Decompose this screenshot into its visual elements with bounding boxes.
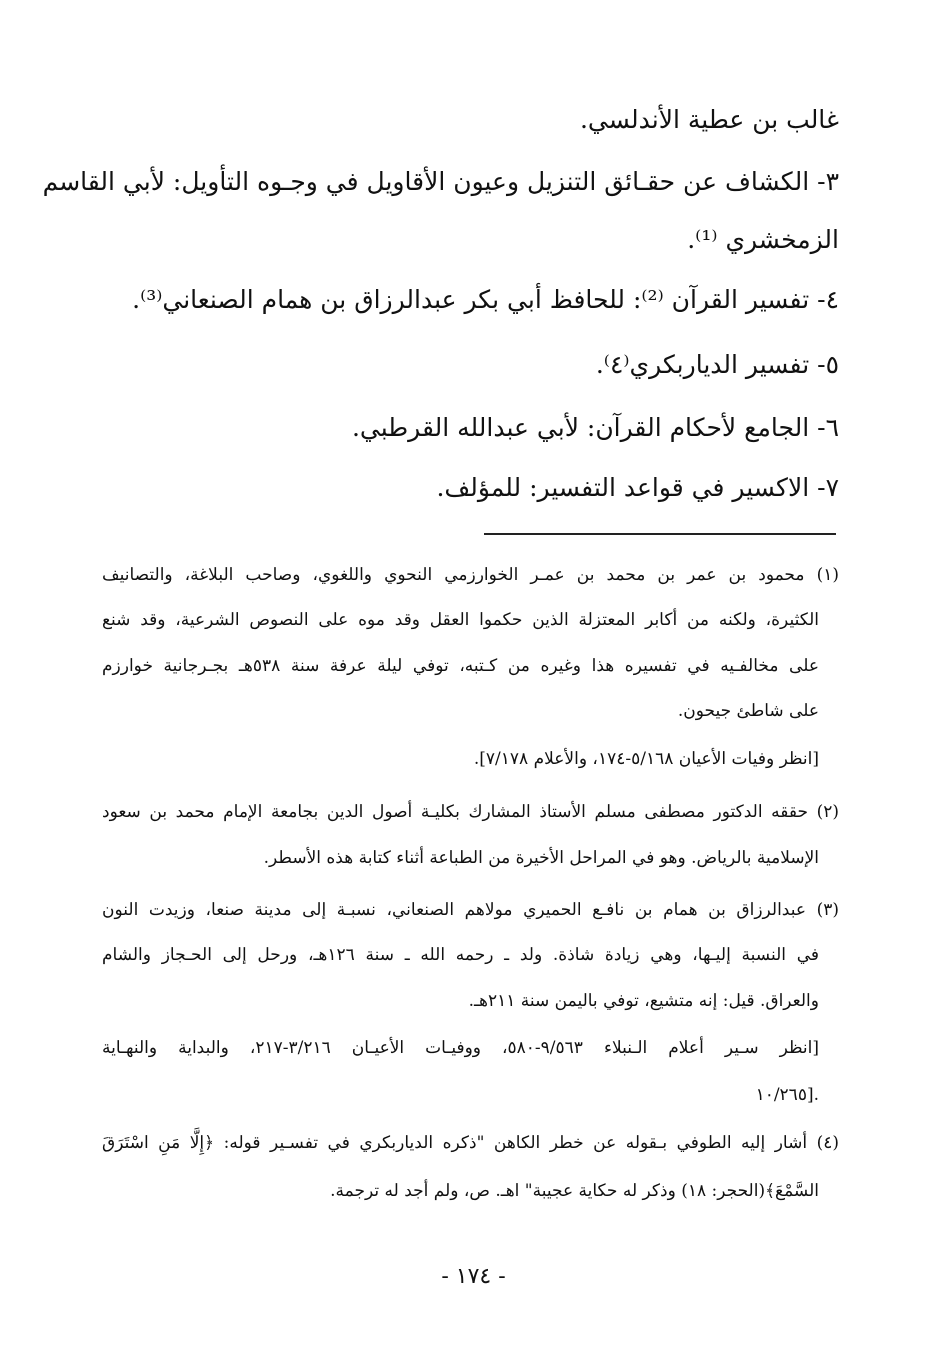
footnote-1-reference: [انظر وفيات الأعيان ٥/١٦٨-١٧٤، والأعلام ٧/١٧٨]. [473, 749, 819, 769]
footnote-4-line: السَّمْعَ﴾(الحجر: ١٨) وذكر له حكاية عجيبة" اهـ. ص، ولم أجد له ترجمة. [330, 1181, 819, 1201]
footnote-1-line: (١) محمود بن عمر بن محمد بن عمـر الخوارزمي النحوي واللغوي، وصاحب البلاغة، والتصانيف [102, 565, 839, 585]
footnote-3-reference: ١٠/٢٦٥]. [755, 1085, 819, 1105]
page-number: - ١٧٤ - [441, 1264, 506, 1289]
list-item-5: ٥- تفسير الدياربكري⁽٤⁾. [595, 350, 839, 379]
list-item-6: ٦- الجامع لأحكام القرآن: لأبي عبدالله القرطبي. [351, 413, 839, 442]
footnote-1-line: الكثيرة، ولكنه من أكابر المعتزلة الذين حكموا العقل وقد موه على النصوص الشرعية، وقد شنع [102, 610, 819, 630]
list-item-7: ٧- الاكسير في قواعد التفسير: للمؤلف. [436, 473, 839, 502]
footnote-2-line: الإسلامية بالرياض. وهو في المراحل الأخيرة من الطباعة أثناء كتابة هذه الأسطر. [263, 848, 819, 868]
list-item-3-continuation: الزمخشري ⁽¹⁾. [687, 225, 839, 254]
main-text-line: غالب بن عطية الأندلسي. [579, 105, 839, 134]
footnote-1-line: على مخالفـيه في تفسيره هذا وغيره من كـتبه، توفي ليلة عرفة سنة ٥٣٨هـ بجـرجانية خوارزم [102, 656, 819, 676]
footnote-3-line: (٣) عبدالرزاق بن همام بن نافـع الحميري مولاهم الصنعاني، نسبـة إلى مدينة صنعا، وزيدت النون [102, 900, 839, 920]
footnote-3-line: في النسبة إليـها، وهي زيادة شاذة. ولد ـ رحمه الله ـ سنة ١٢٦هـ، ورحل إلى الحـجاز والشام [102, 945, 819, 965]
footnote-3-line: والعراق. قيل: إنه متشيع، توفي باليمن سنة ٢١١هـ. [468, 991, 819, 1011]
footnote-2-line: (٢) حققه الدكتور مصطفى مسلم الأستاذ المشارك بكليـة أصول الدين بجامعة الإمام محمد بن سعود [102, 802, 839, 822]
list-item-4: ٤- تفسير القرآن ⁽²⁾: للحافظ أبي بكر عبدالرزاق بن همام الصنعاني⁽³⁾. [132, 285, 839, 314]
footnote-1-line: على شاطئ جيحون. [677, 701, 819, 721]
footnote-separator [484, 533, 836, 535]
footnote-3-reference: [انظر سـير أعلام الـنبلاء ٩/٥٦٣-٥٨٠، ووفيـات الأعيـان ٣/٢١٦-٢١٧، والبداية والنهـاية [102, 1038, 819, 1058]
list-item-3: ٣- الكشاف عن حقـائق التنزيل وعيون الأقاويل في وجـوه التأويل: لأبي القاسم [42, 167, 839, 196]
footnote-4-line: (٤) أشار إليه الطوفي بـقوله عن خطر الكاهن "ذكره الدياربكري في تفسـير قوله: ﴿إِلَّا مَنِ اسْتَرَقَ [102, 1133, 839, 1153]
